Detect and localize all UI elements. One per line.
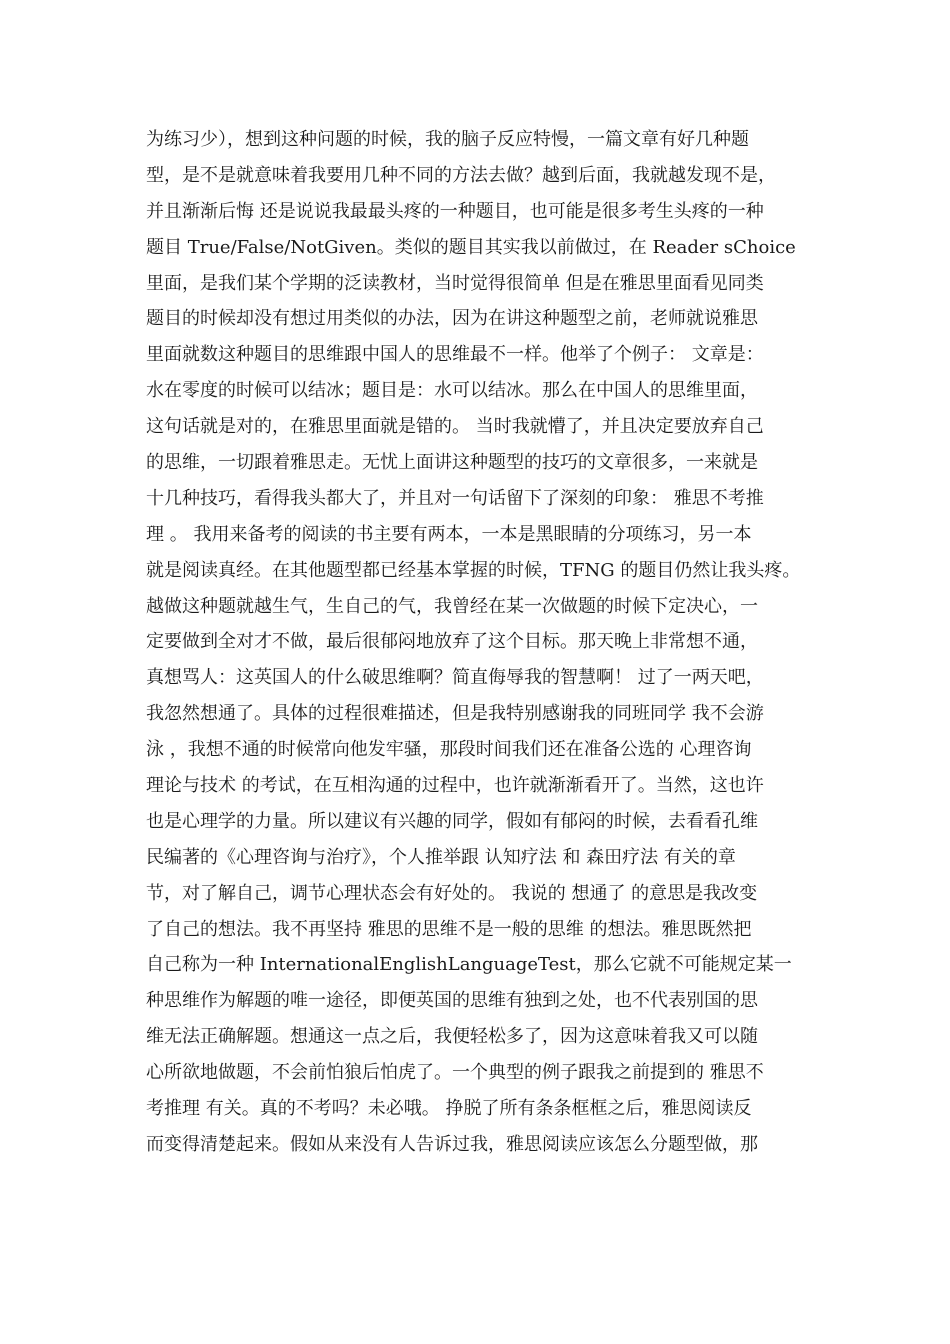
text-line: 了自己的想法。我不再坚持 雅思的思维不是一般的思维 的想法。雅思既然把 — [146, 918, 752, 940]
text-line: 为练习少），想到这种问题的时候，我的脑子反应特慢，一篇文章有好几种题 — [146, 129, 749, 150]
text-line: 考推理 有关。真的不考吗？未必哦。 挣脱了所有条条框框之后，雅思阅读反 — [146, 1098, 752, 1120]
text-line: 型，是不是就意味着我要用几种不同的方法去做？越到后面，我就越发现不是， — [146, 164, 776, 186]
text-line: 节，对了解自己，调节心理状态会有好处的。 我说的 想通了 的意思是我改变 — [146, 882, 758, 904]
text-line: 水在零度的时候可以结冰；题目是：水可以结冰。那么在中国人的思维里面， — [146, 380, 758, 402]
text-line: 定要做到全对才不做，最后很郁闷地放弃了这个目标。那天晚上非常想不通， — [146, 631, 758, 653]
text-line: 理论与技术 的考试，在互相沟通的过程中，也许就渐渐看开了。当然，这也许 — [146, 775, 764, 797]
text-line: 题目 True/False/NotGiven。类似的题目其实我以前做过，在 Reader sChoice — [146, 236, 796, 258]
text-line: 而变得清楚起来。假如从来没有人告诉过我，雅思阅读应该怎么分题型做，那 — [146, 1133, 758, 1155]
text-line: 自己称为一种 InternationalEnglishLanguageTest，那么它就不可能规定某一 — [146, 954, 792, 976]
text-line: 泳 ，我想不通的时候常向他发牢骚，那段时间我们还在准备公选的 心理咨询 — [146, 739, 752, 761]
text-line: 维无法正确解题。想通这一点之后，我便轻松多了，因为这意味着我又可以随 — [146, 1026, 758, 1048]
text-line: 我忽然想通了。具体的过程很难描述，但是我特别感谢我的同班同学 我不会游 — [146, 703, 764, 725]
text-line: 民编著的《心理咨询与治疗》，个人推举跟 认知疗法 和 森田疗法 有关的章 — [146, 846, 736, 868]
text-line: 心所欲地做题，不会前怕狼后怕虎了。一个典型的例子跟我之前提到的 雅思不 — [146, 1062, 764, 1084]
text-line: 种思维作为解题的唯一途径，即便英国的思维有独到之处，也不代表别国的思 — [146, 990, 758, 1012]
text-line: 越做这种题就越生气，生自己的气，我曾经在某一次做题的时候下定决心，一 — [146, 595, 758, 617]
text-line: 也是心理学的力量。所以建议有兴趣的同学，假如有郁闷的时候，去看看孔维 — [146, 810, 758, 832]
text-line: 十几种技巧，看得我头都大了，并且对一句话留下了深刻的印象： 雅思不考推 — [146, 487, 764, 509]
text-line: 真想骂人：这英国人的什么破思维啊？简直侮辱我的智慧啊！ 过了一两天吧， — [146, 667, 764, 689]
text-line: 里面，是我们某个学期的泛读教材，当时觉得很简单 但是在雅思里面看见同类 — [146, 272, 764, 294]
text-line: 并且渐渐后悔 还是说说我最最头疼的一种题目，也可能是很多考生头疼的一种 — [146, 200, 764, 222]
text-line: 题目的时候却没有想过用类似的办法，因为在讲这种题型之前，老师就说雅思 — [146, 308, 758, 330]
text-line: 这句话就是对的，在雅思里面就是错的。 当时我就懵了，并且决定要放弃自己 — [146, 416, 764, 438]
text-line: 里面就数这种题目的思维跟中国人的思维最不一样。他举了个例子： 文章是： — [146, 344, 764, 366]
body-text — [146, 122, 846, 1163]
text-line: 的思维，一切跟着雅思走。无忧上面讲这种题型的技巧的文章很多，一来就是 — [146, 452, 758, 474]
text-line: 理 。 我用来备考的阅读的书主要有两本，一本是黑眼睛的分项练习，另一本 — [146, 523, 752, 545]
text-line: 就是阅读真经。在其他题型都已经基本掌握的时候，TFNG 的题目仍然让我头疼。 — [146, 559, 801, 581]
